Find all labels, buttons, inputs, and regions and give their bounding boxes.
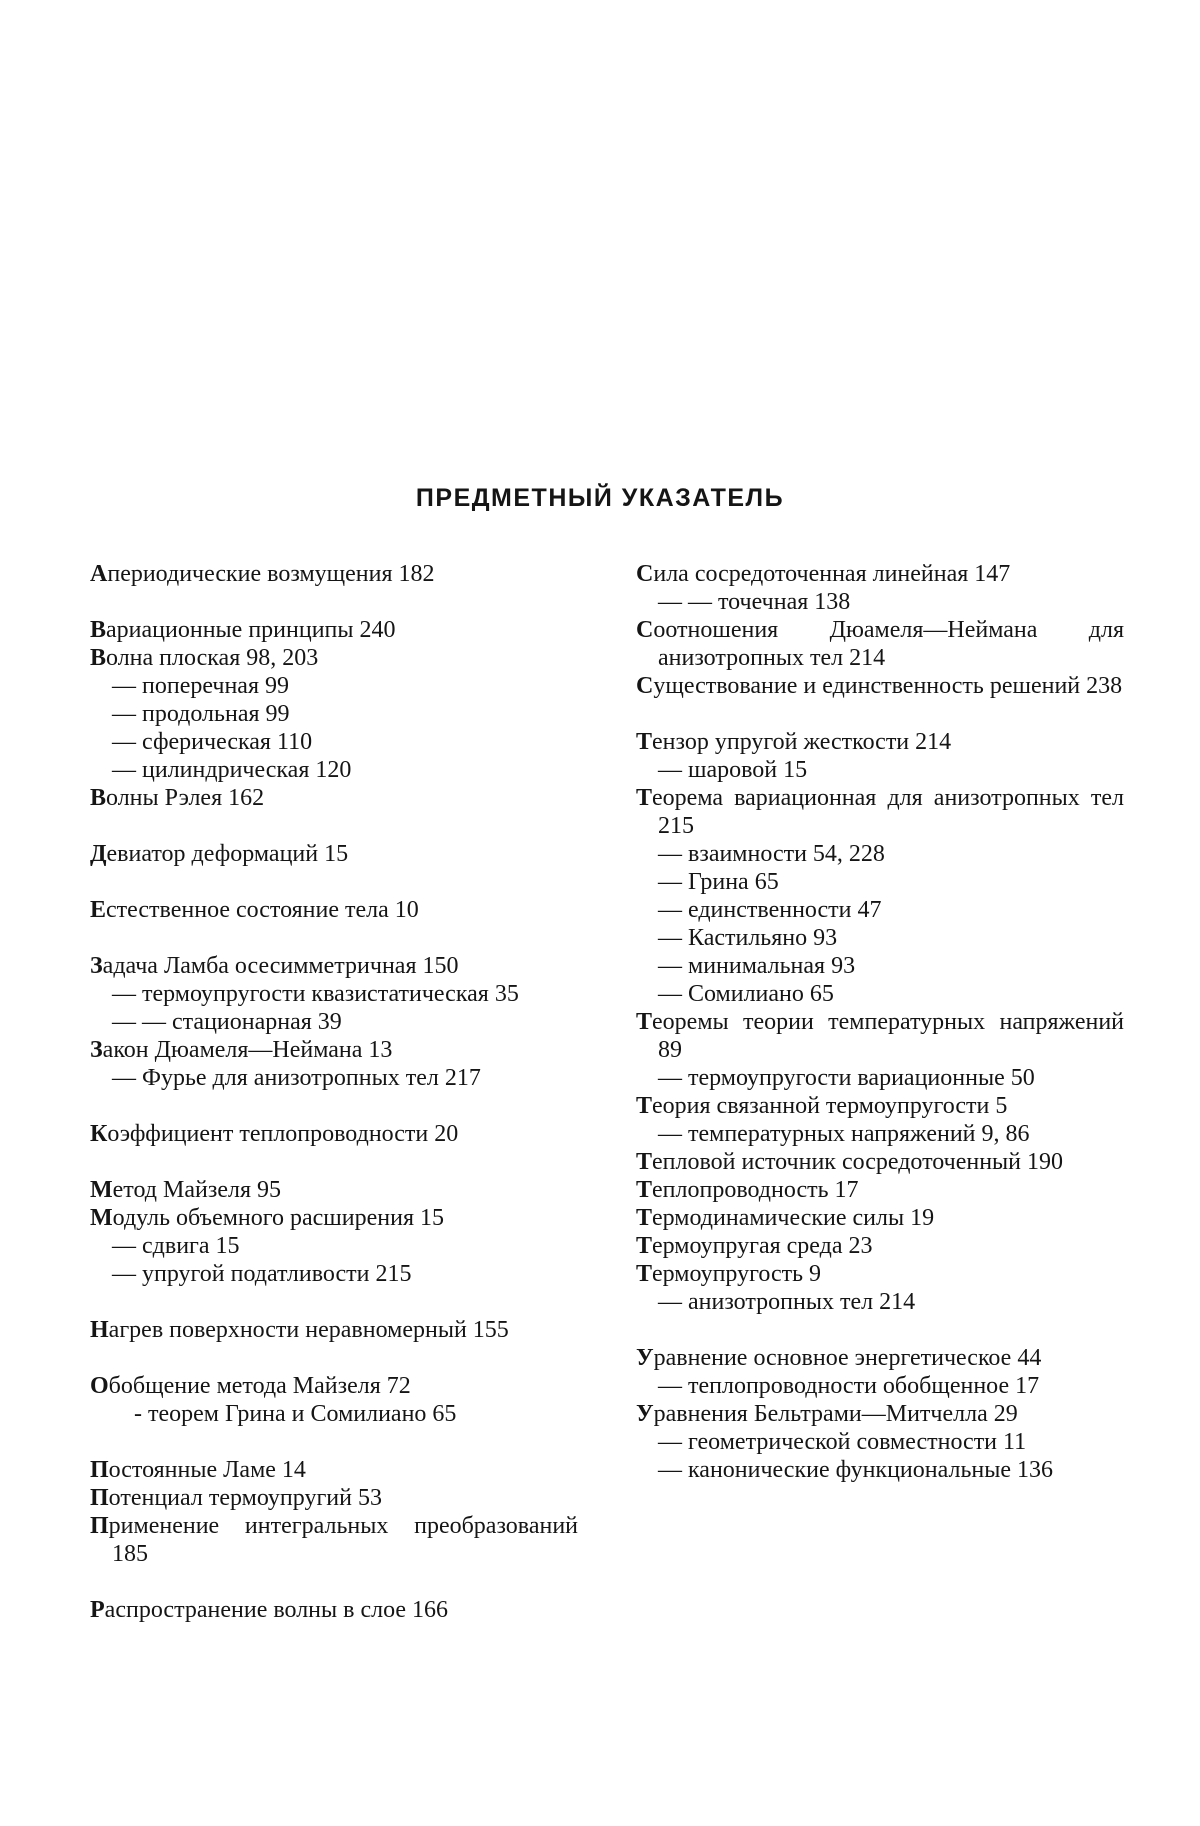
index-entry: Коэффициент теплопроводности 20 xyxy=(90,1121,459,1147)
index-entry: Нагрев поверхности неравномерный 155 xyxy=(90,1317,509,1343)
index-entry: Девиатор деформаций 15 xyxy=(90,841,349,867)
index-entry: — Сомилиано 65 xyxy=(658,981,834,1007)
index-entry: — шаровой 15 xyxy=(658,757,808,783)
index-entry: Теоремы теории температурных напряжений 89 xyxy=(636,1009,1124,1063)
index-entry: Обобщение метода Майзеля 72 xyxy=(90,1373,411,1399)
index-entry: Задача Ламба осесимметричная 150 xyxy=(90,953,459,979)
index-entry: Термоупругость 9 xyxy=(636,1261,822,1287)
index-entry: Закон Дюамеля—Неймана 13 xyxy=(90,1037,393,1063)
index-entry: — анизотропных тел 214 xyxy=(658,1289,916,1315)
index-entry: — канонические функциональные 136 xyxy=(658,1457,1054,1483)
index-entry: Волны Рэлея 162 xyxy=(90,785,265,811)
index-entry: — взаимности 54, 228 xyxy=(658,841,885,867)
index-entry: — термоупругости вариационные 50 xyxy=(658,1065,1035,1091)
index-entry: — единственности 47 xyxy=(658,897,882,923)
index-entry: Теория связанной термоупругости 5 xyxy=(636,1093,1008,1119)
page-title: ПРЕДМЕТНЫЙ УКАЗАТЕЛЬ xyxy=(415,484,785,512)
index-entry: Термоупругая среда 23 xyxy=(636,1233,873,1259)
index-entry: Волна плоская 98, 203 xyxy=(90,645,319,671)
index-entry: Сила сосредоточенная линейная 147 xyxy=(636,561,1011,587)
index-entry: Теорема вариационная для анизотропных тел 215 xyxy=(636,785,1124,839)
index-entry: Постоянные Ламе 14 xyxy=(90,1457,306,1483)
index-entry: — поперечная 99 xyxy=(112,673,289,699)
index-entry: Теплопроводность 17 xyxy=(636,1177,859,1203)
index-entry: Метод Майзеля 95 xyxy=(90,1177,281,1203)
index-entry: — теплопроводности обобщенное 17 xyxy=(658,1373,1040,1399)
index-entry: Применение интегральных преобразований 185 xyxy=(90,1513,578,1567)
index-entry: Уравнение основное энергетическое 44 xyxy=(636,1345,1042,1371)
index-entry: — — стационарная 39 xyxy=(112,1009,342,1035)
index-entry: — цилиндрическая 120 xyxy=(112,757,352,783)
index-entry: — — точечная 138 xyxy=(658,589,851,615)
index-entry: — Кастильяно 93 xyxy=(658,925,838,951)
index-entry: Термодинамические силы 19 xyxy=(636,1205,935,1231)
index-entry: Апериодические возмущения 182 xyxy=(90,561,435,587)
index-column-left xyxy=(90,560,578,1624)
index-entry: — Грина 65 xyxy=(658,869,779,895)
index-entry: Вариационные принципы 240 xyxy=(90,617,396,643)
index-entry: Существование и единственность решений 238 xyxy=(636,673,1123,699)
index-entry: — сдвига 15 xyxy=(112,1233,240,1259)
index-column-right xyxy=(636,560,1124,1484)
index-entry: — Фурье для анизотропных тел 217 xyxy=(112,1065,481,1091)
index-entry: Тензор упругой жесткости 214 xyxy=(636,729,952,755)
index-entry: — упругой податливости 215 xyxy=(112,1261,412,1287)
index-entry: Уравнения Бельтрами—Митчелла 29 xyxy=(636,1401,1018,1427)
index-entry: — продольная 99 xyxy=(112,701,290,727)
index-entry: Тепловой источник сосредоточенный 190 xyxy=(636,1149,1064,1175)
index-entry: Естественное состояние тела 10 xyxy=(90,897,419,923)
index-entry: Соотношения Дюамеля—Неймана для анизотропных тел 214 xyxy=(636,617,1124,671)
index-entry: — термоупругости квазистатическая 35 xyxy=(112,981,519,1007)
index-entry: - теорем Грина и Сомилиано 65 xyxy=(134,1401,457,1427)
index-entry: Модуль объемного расширения 15 xyxy=(90,1205,445,1231)
index-entry: Распространение волны в слое 166 xyxy=(90,1597,449,1623)
index-entry: Потенциал термоупругий 53 xyxy=(90,1485,382,1511)
index-entry: — минимальная 93 xyxy=(658,953,856,979)
index-entry: — температурных напряжений 9, 86 xyxy=(658,1121,1030,1147)
index-entry: — геометрической совместности 11 xyxy=(658,1429,1027,1455)
index-entry: — сферическая 110 xyxy=(112,729,313,755)
